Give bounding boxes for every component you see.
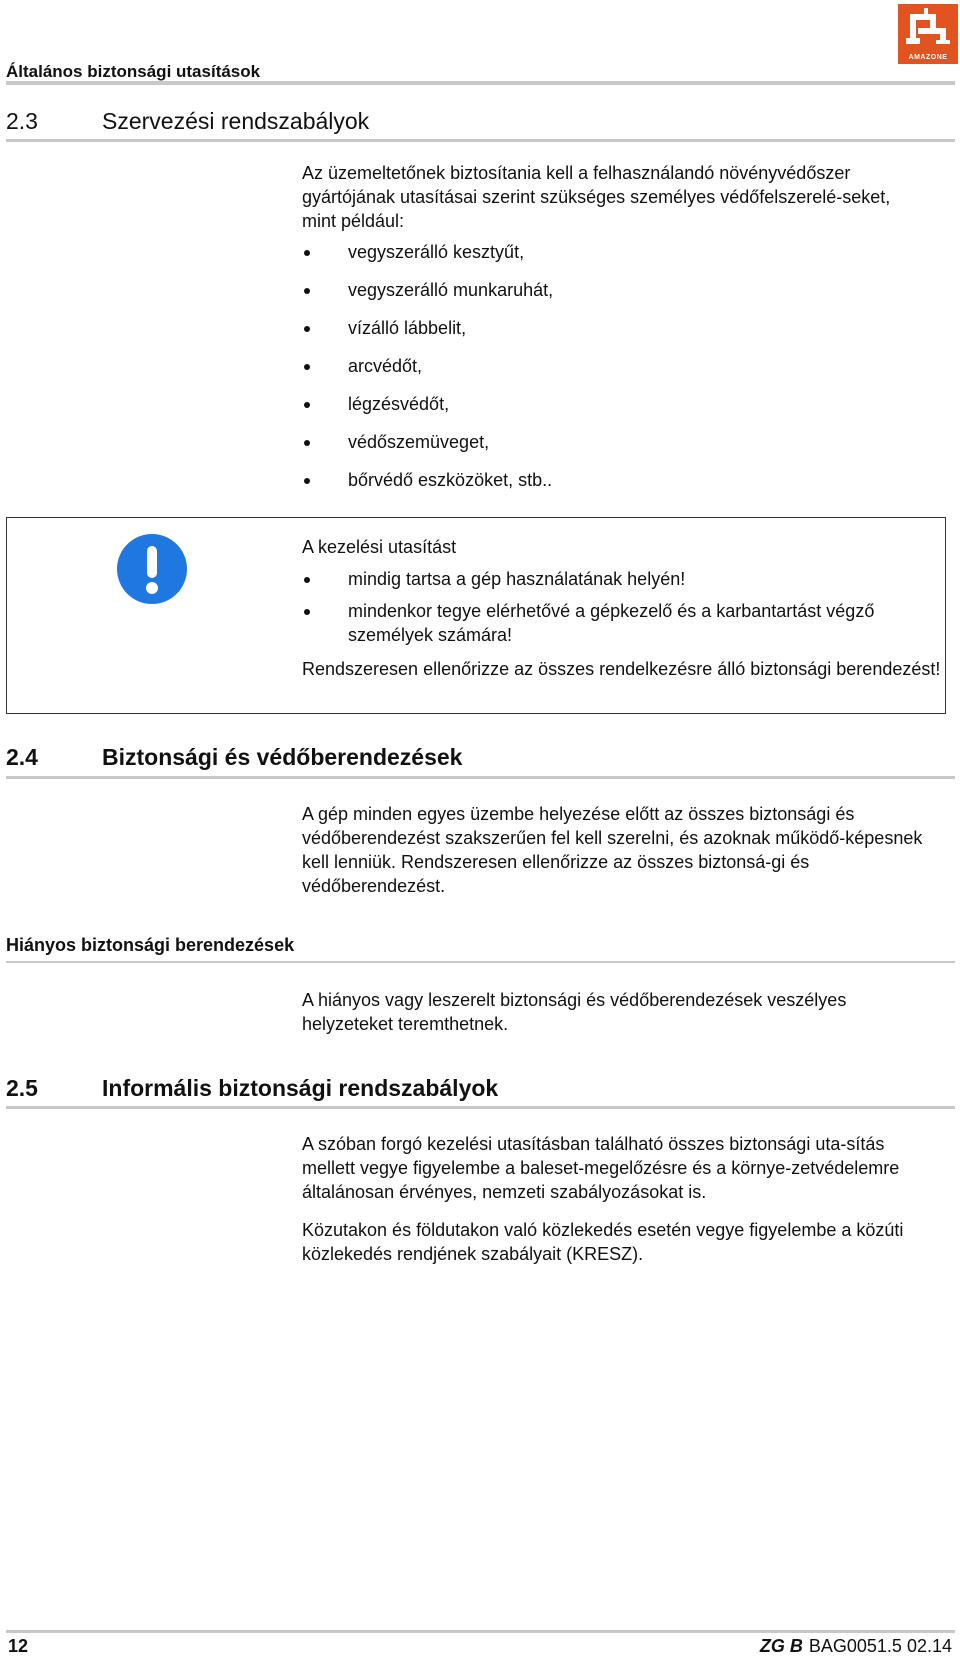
bullet-icon	[304, 609, 310, 615]
list-item-text: mindenkor tegye elérhetővé a gépkezelő és a karbantartást végző személyek számára!	[348, 601, 875, 645]
section-paragraph-1: A szóban forgó kezelési utasításban található összes biztonsági uta-sítás mellett vegye figyelembe a baleset-megelőzésre és a környe-zetvédelemre általánosan érvényes, nemzeti szabályozásokat is.	[302, 1134, 900, 1202]
header-divider	[6, 81, 955, 85]
section-number: 2.5	[6, 1075, 38, 1101]
bullet-icon	[304, 326, 310, 332]
section-paragraph-2: Közutakon és földutakon való közlekedés esetén vegye figyelembe a közúti közlekedés rendjének szabályait (KRESZ).	[302, 1220, 904, 1264]
footer-divider	[6, 1630, 955, 1633]
tractor-logo-icon	[898, 6, 958, 54]
notice-list	[302, 567, 942, 655]
list-item	[302, 599, 942, 647]
list-item	[302, 316, 942, 354]
notice-closing: Rendszeresen ellenőrizze az összes rendelkezésre álló biztonsági berendezést!	[302, 659, 941, 679]
list-item	[302, 240, 942, 278]
subsection-heading: Hiányos biztonsági berendezések	[6, 935, 295, 955]
section-title: Informális biztonsági rendszabályok	[102, 1075, 499, 1101]
section-number: 2.3	[6, 108, 38, 134]
list-item	[302, 468, 942, 506]
bullet-icon	[304, 577, 310, 583]
list-item-text: bőrvédő eszközöket, stb..	[348, 470, 553, 490]
bullet-icon	[304, 440, 310, 446]
doc-code: BAG0051.5 02.14	[808, 1636, 952, 1656]
subsection-divider	[6, 961, 955, 963]
list-item	[302, 278, 942, 316]
bullet-icon	[304, 478, 310, 484]
document-code	[760, 1636, 952, 1657]
amazone-logo	[898, 4, 958, 64]
list-item	[302, 567, 942, 591]
list-item-text: mindig tartsa a gép használatának helyén!	[348, 569, 686, 589]
section-intro-paragraph: Az üzemeltetőnek biztosítania kell a felhasználandó növényvédőszer gyártójának utasításai szerint szükséges személyes védőfelszerelé-seket, mint például:	[302, 163, 891, 231]
brand-code: ZG B	[759, 1636, 803, 1656]
list-item-text: arcvédőt,	[348, 356, 423, 376]
section-divider	[6, 139, 955, 142]
list-item	[302, 392, 942, 430]
list-item-text: vízálló lábbelit,	[348, 318, 467, 338]
ppe-list	[302, 240, 942, 506]
subsection-paragraph: A hiányos vagy leszerelt biztonsági és védőberendezések veszélyes helyzeteket teremthetnek.	[302, 990, 847, 1034]
section-divider	[6, 1106, 955, 1109]
exclamation-circle-icon	[116, 533, 188, 605]
bullet-icon	[304, 402, 310, 408]
list-item-text: légzésvédőt,	[348, 394, 450, 414]
logo-text: AMAZONE	[908, 54, 948, 61]
section-number: 2.4	[6, 744, 38, 770]
list-item-text: védőszemüveget,	[348, 432, 490, 452]
list-item	[302, 430, 942, 468]
bullet-icon	[304, 364, 310, 370]
page-number: 12	[8, 1636, 29, 1656]
section-title: Szervezési rendszabályok	[102, 108, 370, 134]
section-title: Biztonsági és védőberendezések	[102, 744, 463, 770]
list-item	[302, 354, 942, 392]
bullet-icon	[304, 288, 310, 294]
page-header-title: Általános biztonsági utasítások	[6, 62, 261, 81]
list-item-text: vegyszerálló munkaruhát,	[348, 280, 554, 300]
section-paragraph: A gép minden egyes üzembe helyezése előtt az összes biztonsági és védőberendezést szakszerűen fel kell szerelni, és azoknak működő-képesnek kell lenniük. Rendszeresen ellenőrizze az összes biztonsá-gi és védőberendezést.	[302, 804, 923, 896]
section-divider	[6, 776, 955, 779]
list-item-text: vegyszerálló kesztyűt,	[348, 242, 525, 262]
bullet-icon	[304, 250, 310, 256]
notice-lead: A kezelési utasítást	[302, 537, 457, 557]
